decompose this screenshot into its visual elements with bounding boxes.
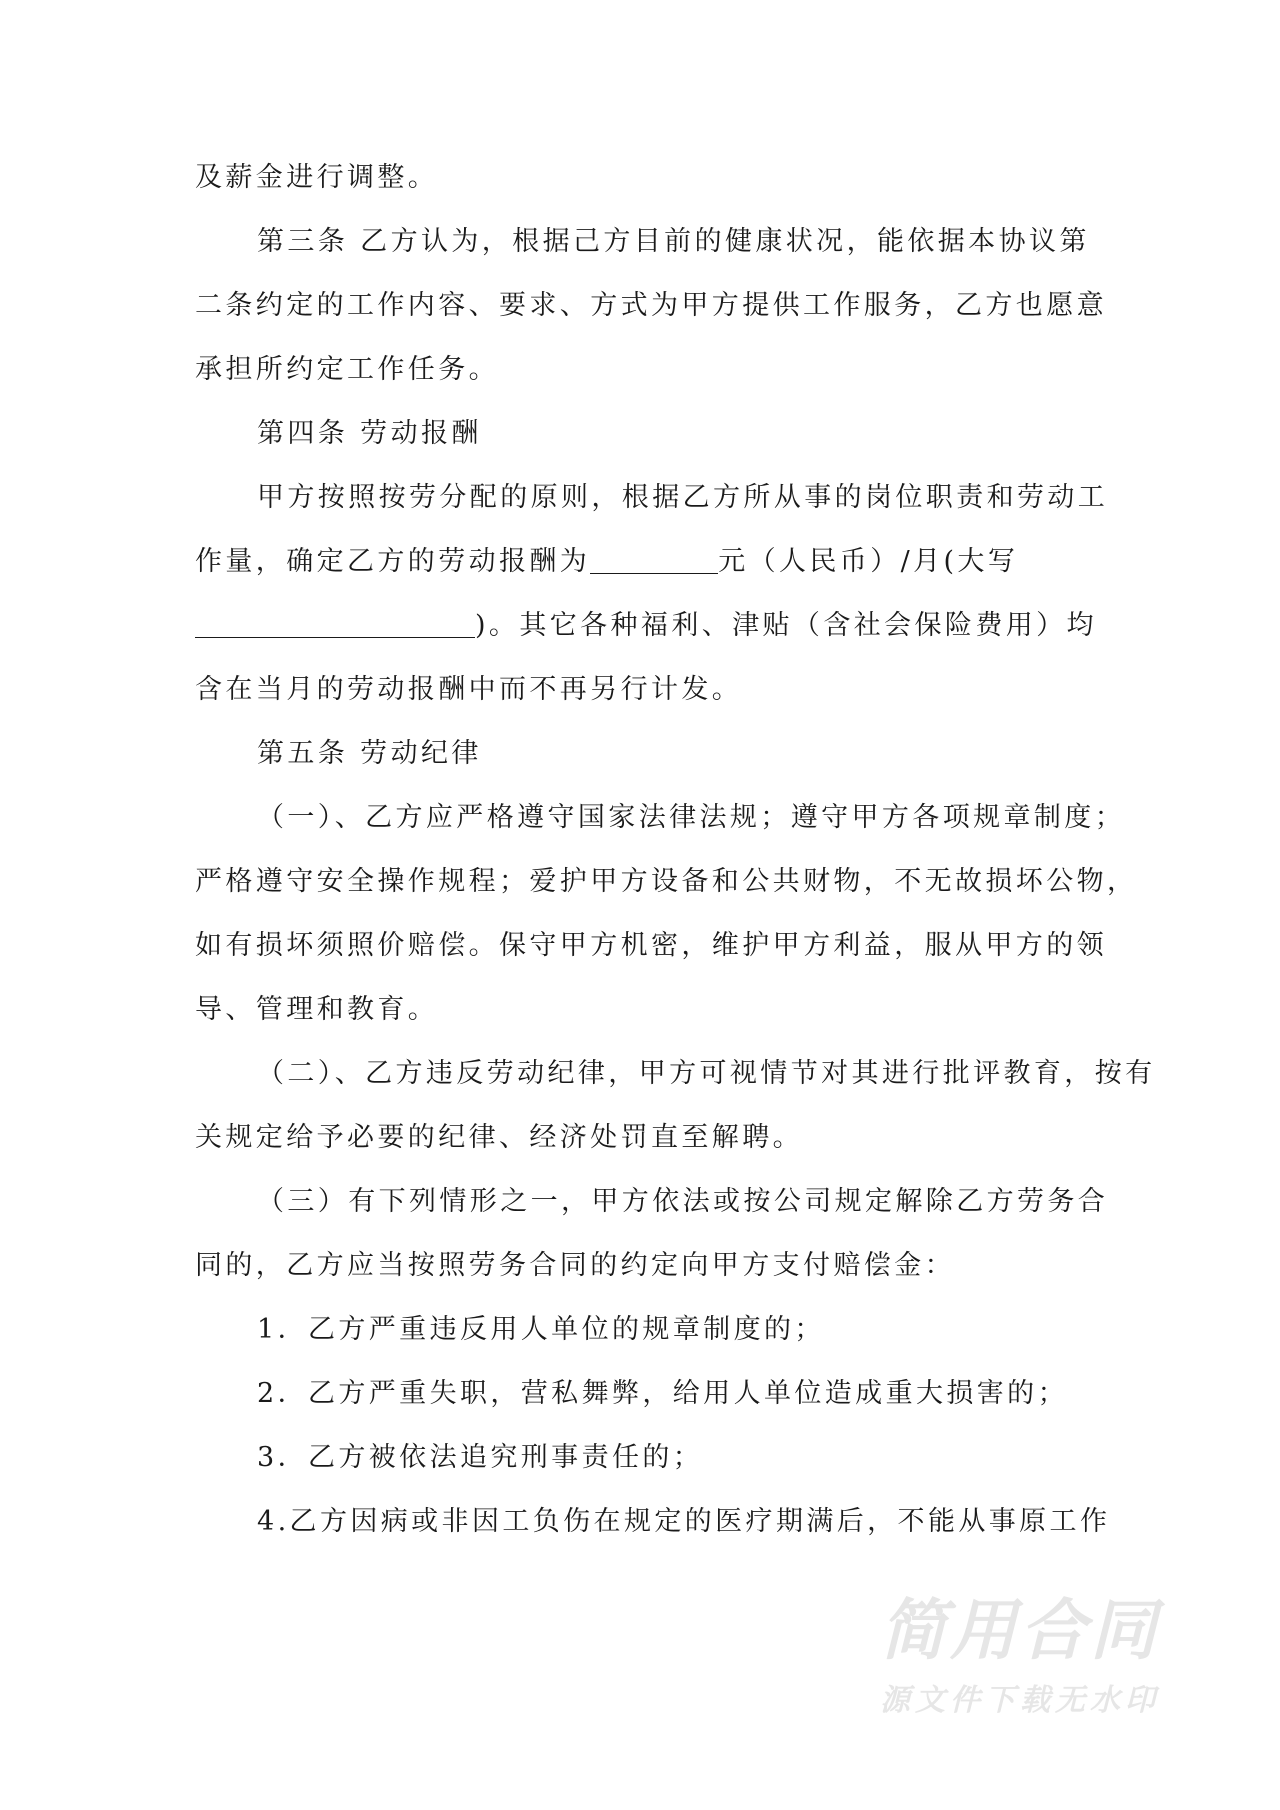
text-line: 甲方按照按劳分配的原则，根据乙方所从事的岗位职责和劳动工 [257,482,1109,513]
clause-3-line: （三）有下列情形之一，甲方依法或按公司规定解除乙方劳务合 [257,1186,1109,1217]
salary-line [195,530,1087,594]
text-line: 及薪金进行调整。 [195,162,439,193]
article-5-heading: 第五条 劳动纪律 [257,738,482,769]
list-item-2: 2．乙方严重失职，营私舞弊，给用人单位造成重大损害的； [257,1378,1068,1409]
salary-uppercase-text-after: )。其它各种福利、津贴（含社会保险费用）均 [475,610,1097,641]
watermark-subtitle: 源文件下载无水印 [880,1683,1160,1718]
list-item-1: 1．乙方严重违反用人单位的规章制度的； [257,1314,825,1345]
text-line: 含在当月的劳动报酬中而不再另行计发。 [195,674,743,705]
text-line: 如有损坏须照价赔偿。保守甲方机密，维护甲方利益，服从甲方的领 [195,930,1107,961]
text-line: 关规定给予必要的纪律、经济处罚直至解聘。 [195,1122,803,1153]
watermark-title: 简用合同 [880,1592,1160,1669]
text-line: 同的，乙方应当按照劳务合同的约定向甲方支付赔偿金： [195,1250,955,1281]
clause-1-line: （一）、乙方应严格遵守国家法律法规；遵守甲方各项规章制度； [257,802,1126,833]
article-3-line: 第三条 乙方认为，根据己方目前的健康状况，能依据本协议第 [257,226,1090,257]
salary-amount-blank[interactable] [590,543,718,574]
clause-2-line: （二）、乙方违反劳动纪律，甲方可视情节对其进行批评教育，按有 [257,1058,1156,1089]
list-item-4: 4.乙方因病或非因工负伤在规定的医疗期满后，不能从事原工作 [257,1506,1111,1537]
watermark [880,1594,1200,1724]
list-item-3: 3．乙方被依法追究刑事责任的； [257,1442,704,1473]
text-line: 二条约定的工作内容、要求、方式为甲方提供工作服务，乙方也愿意 [195,290,1107,321]
salary-text-before: 作量，确定乙方的劳动报酬为 [195,546,591,577]
salary-text-after: 元（人民币）/月(大写 [718,546,1019,577]
salary-uppercase-line [195,594,1097,658]
text-line: 导、管理和教育。 [195,994,439,1025]
article-4-heading: 第四条 劳动报酬 [257,418,482,449]
text-line: 承担所约定工作任务。 [195,354,499,385]
salary-uppercase-blank[interactable] [195,607,475,638]
text-line: 严格遵守安全操作规程；爱护甲方设备和公共财物，不无故损坏公物， [195,866,1138,897]
document-page [195,146,1156,1554]
